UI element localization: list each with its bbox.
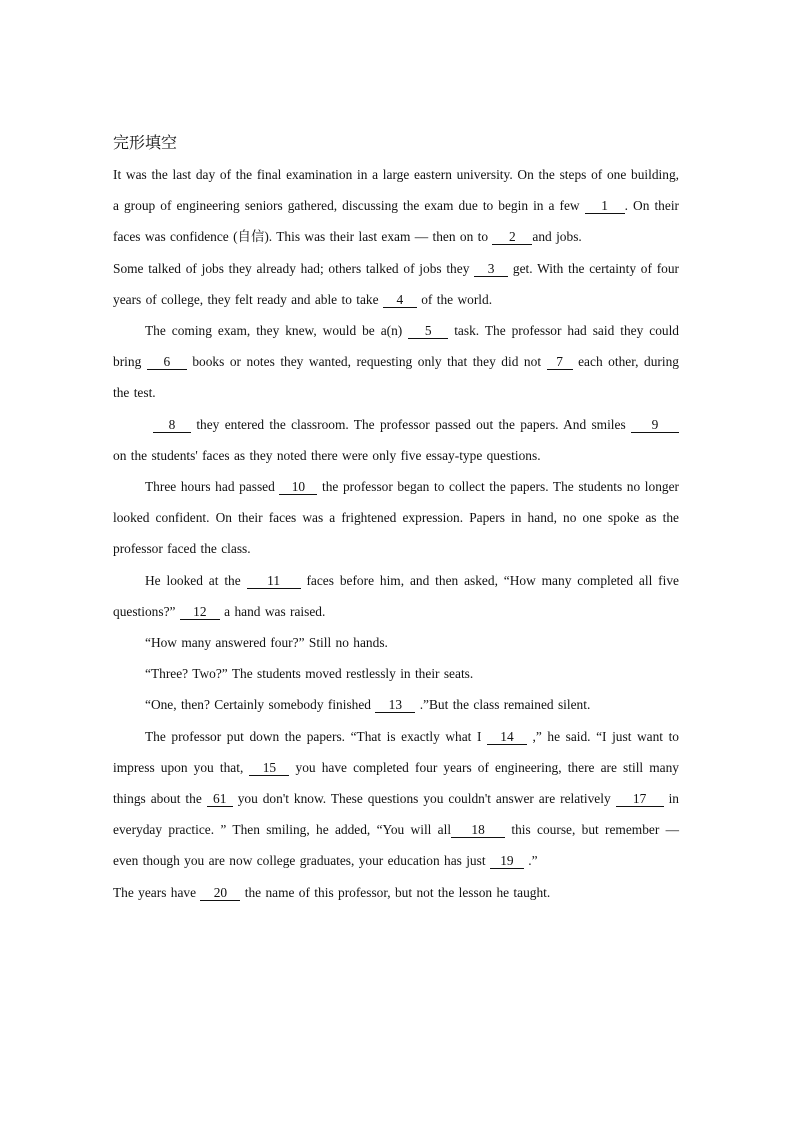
text: The coming exam, they knew, would be a(n)	[145, 323, 409, 339]
blank-16: 61	[207, 791, 233, 807]
blank-19: 19	[490, 853, 524, 869]
text: ,” he said. “I just want to impress upon you that,	[113, 728, 679, 775]
text: He looked at the	[145, 572, 247, 588]
text: task. The professor had said they could bring	[113, 323, 679, 370]
paragraph-8	[113, 658, 679, 689]
text: . On their faces was confidence (自信). This was their last exam — then on to	[113, 198, 679, 245]
text: Three hours had passed	[145, 479, 280, 495]
paragraph-2	[113, 253, 679, 315]
blank-13: 13	[375, 697, 415, 713]
text: faces before him, and then asked, “How many completed all five questions?”	[113, 572, 679, 619]
page-title: 完形填空	[113, 135, 178, 152]
text: books or notes they wanted, requesting only that they did not	[186, 354, 547, 370]
text: each other, during the test.	[113, 354, 679, 401]
blank-8: 8	[153, 417, 191, 433]
text: of the world.	[416, 291, 493, 307]
blank-14: 14	[487, 729, 527, 745]
text: you don't know. These questions you couldn't answer are relatively	[232, 791, 616, 807]
paragraph-9	[113, 689, 679, 720]
paragraph-4	[113, 409, 679, 471]
text: the professor began to collect the papers. The students no longer looked confident. On their faces was a frightened expression. Papers in hand, no one spoke as the professor faced the class.	[113, 479, 680, 557]
text: .”	[523, 853, 538, 869]
paragraph-3	[113, 315, 679, 409]
text: “Three? Two?” The students moved restlessly in their seats.	[145, 666, 474, 682]
blank-15: 15	[249, 760, 289, 776]
text: get. With the certainty of four years of college, they felt ready and able to take	[113, 260, 680, 307]
blank-11: 11	[247, 573, 301, 589]
text: and jobs.	[532, 229, 582, 245]
blank-2: 2	[492, 229, 532, 245]
paragraph-6	[113, 565, 679, 627]
text: a hand was raised.	[219, 603, 326, 619]
paragraph-5	[113, 471, 679, 565]
text: The professor put down the papers. “That is exactly what I	[145, 728, 487, 744]
text: The years have	[113, 884, 201, 900]
paragraph-11	[113, 877, 679, 908]
blank-20: 20	[200, 885, 240, 901]
text: .”But the class remained silent.	[415, 697, 591, 713]
paragraph-7	[113, 627, 679, 658]
text: It was the last day of the final examination in a large eastern university. On the steps of one building, a group of engineering seniors gathered, discussing the exam due to begin in a few	[113, 167, 679, 214]
blank-7: 7	[547, 354, 573, 370]
blank-10: 10	[279, 479, 317, 495]
text: this course, but remember — even though you are now college graduates, your education has just	[113, 822, 679, 869]
paragraph-10	[113, 721, 679, 877]
text: in everyday practice. ” Then smiling, he added, “You will all	[113, 791, 679, 838]
blank-17: 17	[616, 791, 664, 807]
text: “How many answered four?” Still no hands.	[145, 635, 388, 651]
cloze-passage	[113, 128, 679, 908]
text: the name of this professor, but not the lesson he taught.	[240, 884, 551, 900]
blank-18: 18	[451, 822, 505, 838]
text: on the students' faces as they noted there were only five essay-type questions.	[113, 447, 541, 463]
blank-12: 12	[180, 604, 220, 620]
blank-3: 3	[474, 261, 508, 277]
text: “One, then? Certainly somebody finished	[145, 697, 376, 713]
blank-6: 6	[147, 354, 187, 370]
paragraph-1	[113, 159, 679, 253]
blank-9: 9	[631, 417, 679, 433]
text: Some talked of jobs they already had; others talked of jobs they	[113, 260, 475, 276]
text: they entered the classroom. The professor passed out the papers. And smiles	[191, 416, 631, 432]
blank-5: 5	[408, 323, 448, 339]
blank-4: 4	[383, 292, 417, 308]
blank-1: 1	[585, 198, 625, 214]
text: you have completed four years of engineering, there are still many things about the	[113, 759, 679, 807]
